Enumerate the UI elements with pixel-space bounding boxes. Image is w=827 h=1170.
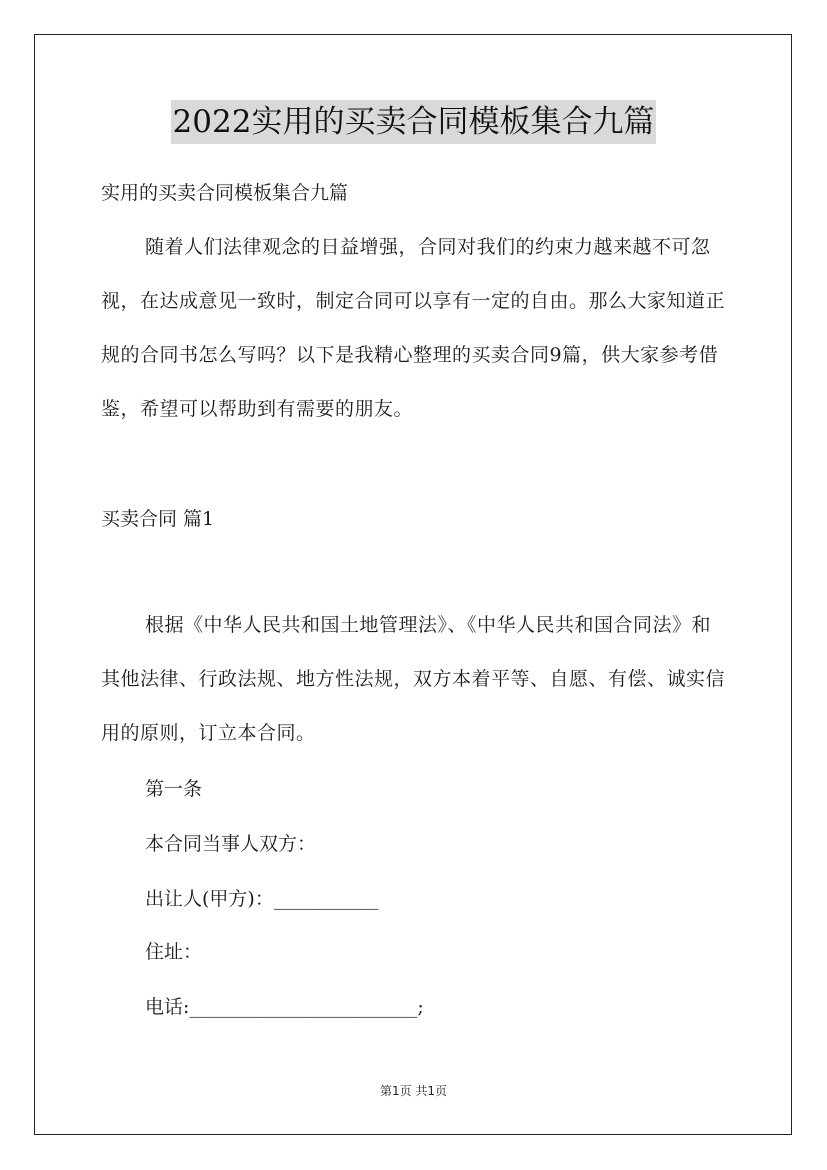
section-heading: 买卖合同 篇1 — [101, 508, 215, 530]
address-line: 住址： — [145, 941, 203, 963]
intro-paragraph: 随着人们法律观念的日益增强，合同对我们的约束力越来越不可忽视，在达成意见一致时，制定合同可以享有一定的自由。那么大家知道正规的合同书怎么写吗？以下是我精心整理的买卖合同9篇，供大家参考借鉴，希望可以帮助到有需要的朋友。 — [101, 236, 726, 420]
basis-paragraph: 根据《中华人民共和国土地管理法》、《中华人民共和国合同法》和其他法律、行政法规、地方性法规，双方本着平等、自愿、有偿、诚实信用的原则，订立本合同。 — [101, 614, 726, 744]
article-heading: 第一条 — [145, 778, 203, 800]
transferor-line: 出让人(甲方)：___________ — [145, 888, 379, 910]
page-footer: 第1页 共1页 — [379, 1084, 448, 1098]
phone-line: 电话:________________________; — [145, 996, 424, 1018]
document-title-wrap — [0, 100, 827, 144]
document-title: 2022实用的买卖合同模板集合九篇 — [171, 100, 657, 144]
parties-label: 本合同当事人双方： — [145, 833, 317, 855]
document-subtitle: 实用的买卖合同模板集合九篇 — [101, 182, 349, 204]
